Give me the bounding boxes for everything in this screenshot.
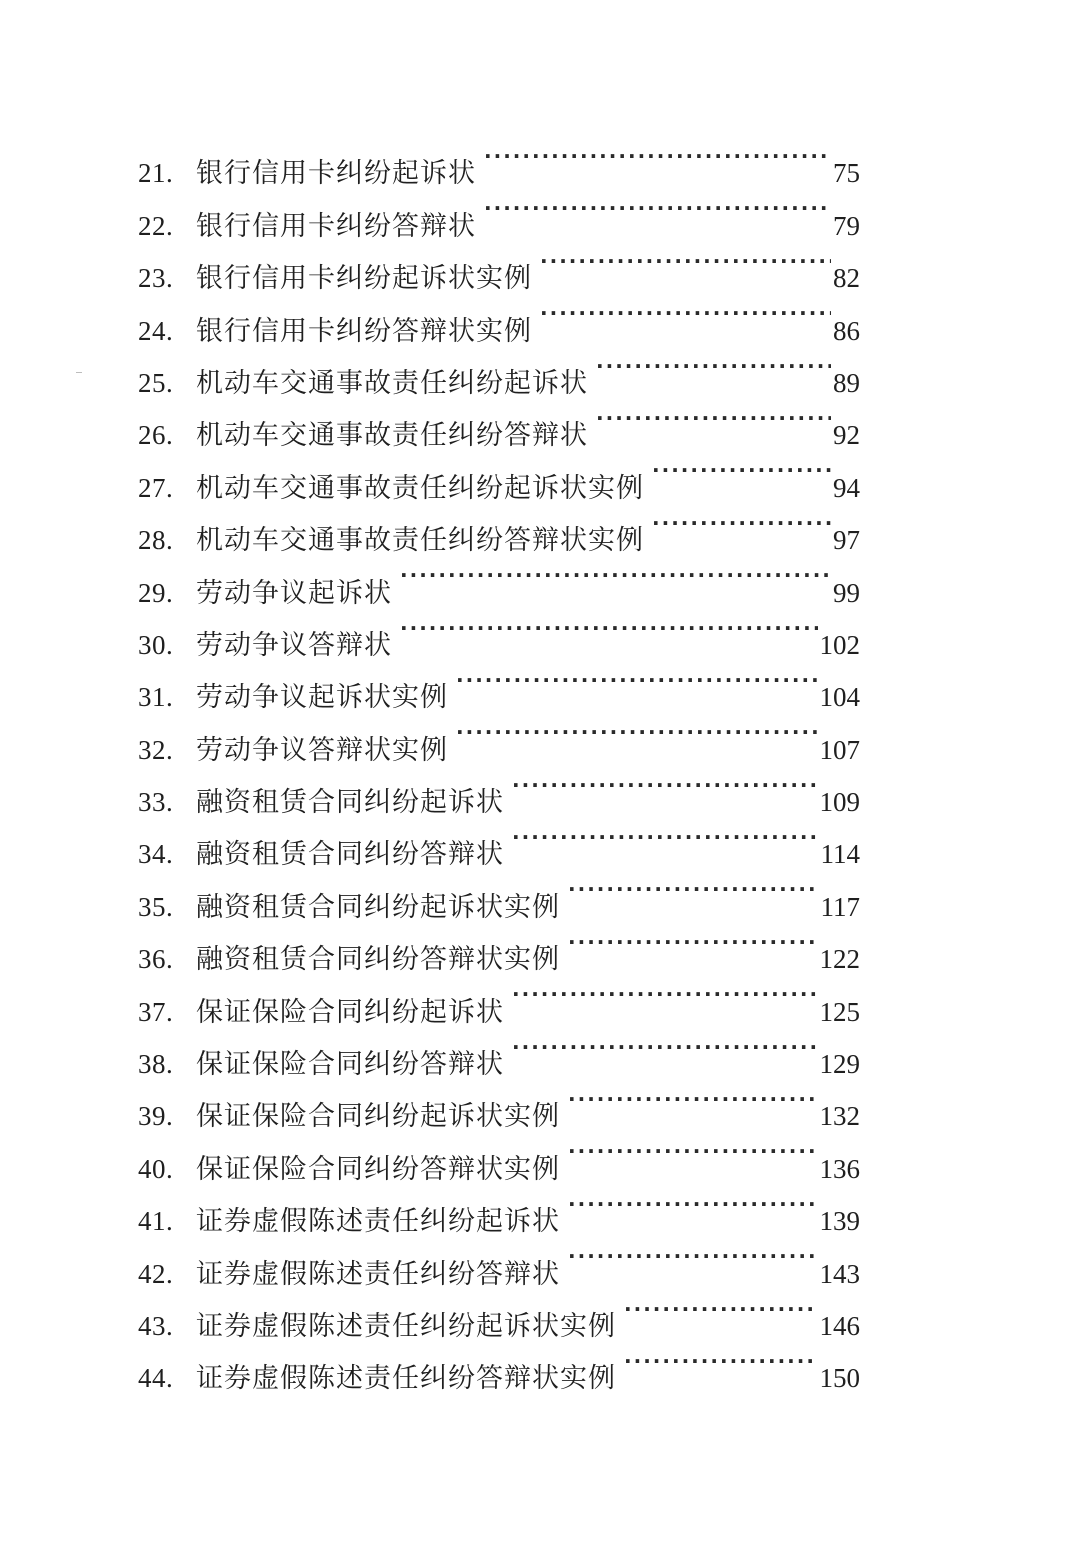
entry-title: 融资租赁合同纠纷起诉状 (196, 787, 504, 819)
entry-number: 42. (138, 1258, 174, 1289)
dot-leader (484, 182, 831, 234)
entry-number: 39. (138, 1101, 174, 1132)
entry-number: 30. (138, 629, 174, 660)
entry-number: 24. (138, 315, 174, 346)
entry-number: 36. (138, 944, 174, 975)
entry-title: 证券虚假陈述责任纠纷起诉状 (196, 1206, 560, 1238)
entry-title: 机动车交通事故责任纠纷起诉状实例 (196, 472, 644, 504)
dot-leader (652, 497, 831, 549)
entry-number: 44. (138, 1363, 174, 1394)
table-of-contents (138, 130, 860, 1395)
entry-title: 证券虚假陈述责任纠纷起诉状实例 (196, 1310, 616, 1342)
dot-leader (512, 811, 819, 863)
entry-page-number: 129 (819, 1049, 860, 1080)
entry-page-number: 150 (819, 1363, 860, 1394)
dot-leader (484, 130, 831, 182)
entry-title: 机动车交通事故责任纠纷答辩状 (196, 420, 588, 452)
entry-page-number: 125 (819, 996, 860, 1027)
entry-page-number: 82 (833, 263, 860, 294)
dot-leader (568, 1073, 818, 1125)
entry-page-number: 114 (820, 839, 860, 870)
toc-entry (138, 130, 860, 190)
entry-number: 40. (138, 1153, 174, 1184)
entry-number: 21. (138, 158, 174, 189)
entry-title: 银行信用卡纠纷答辩状 (196, 210, 476, 242)
entry-number: 41. (138, 1206, 174, 1237)
entry-title: 融资租赁合同纠纷起诉状实例 (196, 891, 560, 923)
entry-title: 融资租赁合同纠纷答辩状实例 (196, 944, 560, 976)
entry-number: 29. (138, 577, 174, 608)
entry-page-number: 89 (833, 367, 860, 398)
dot-leader (624, 1335, 818, 1387)
entry-title: 劳动争议起诉状 (196, 577, 392, 609)
dot-leader (456, 706, 818, 758)
entry-number: 35. (138, 891, 174, 922)
entry-page-number: 117 (820, 891, 860, 922)
entry-number: 22. (138, 210, 174, 241)
dot-leader (568, 863, 819, 915)
entry-title: 机动车交通事故责任纠纷起诉状 (196, 367, 588, 399)
entry-page-number: 143 (819, 1258, 860, 1289)
entry-number: 23. (138, 263, 174, 294)
entry-title: 劳动争议起诉状实例 (196, 682, 448, 714)
dot-leader (596, 340, 831, 392)
entry-title: 劳动争议答辩状 (196, 629, 392, 661)
entry-page-number: 132 (819, 1101, 860, 1132)
entry-number: 32. (138, 734, 174, 765)
dot-leader (596, 392, 831, 444)
entry-title: 证券虚假陈述责任纠纷答辩状实例 (196, 1363, 616, 1395)
entry-page-number: 122 (819, 944, 860, 975)
dot-leader (540, 287, 831, 339)
dot-leader (652, 444, 831, 496)
entry-page-number: 79 (833, 210, 860, 241)
entry-title: 机动车交通事故责任纠纷答辩状实例 (196, 525, 644, 557)
entry-number: 37. (138, 996, 174, 1027)
entry-number: 31. (138, 682, 174, 713)
dot-leader (400, 549, 831, 601)
entry-title: 银行信用卡纠纷起诉状 (196, 158, 476, 190)
dot-leader (512, 759, 818, 811)
entry-page-number: 97 (833, 525, 860, 556)
dot-leader (512, 1021, 818, 1073)
dot-leader (512, 968, 818, 1020)
entry-title: 保证保险合同纠纷起诉状实例 (196, 1101, 560, 1133)
margin-mark (76, 372, 82, 373)
entry-title: 融资租赁合同纠纷答辩状 (196, 839, 504, 871)
entry-title: 银行信用卡纠纷起诉状实例 (196, 263, 532, 295)
entry-page-number: 107 (819, 734, 860, 765)
entry-number: 25. (138, 367, 174, 398)
entry-page-number: 104 (819, 682, 860, 713)
dot-leader (568, 1178, 818, 1230)
entry-title: 保证保险合同纠纷起诉状 (196, 996, 504, 1028)
dot-leader (568, 1230, 818, 1282)
entry-number: 43. (138, 1310, 174, 1341)
dot-leader (456, 654, 818, 706)
entry-number: 27. (138, 472, 174, 503)
entry-title: 劳动争议答辩状实例 (196, 734, 448, 766)
dot-leader (624, 1283, 818, 1335)
entry-page-number: 94 (833, 472, 860, 503)
entry-page-number: 136 (819, 1153, 860, 1184)
entry-title: 银行信用卡纠纷答辩状实例 (196, 315, 532, 347)
entry-title: 保证保险合同纠纷答辩状实例 (196, 1153, 560, 1185)
entry-number: 28. (138, 525, 174, 556)
entry-page-number: 92 (833, 420, 860, 451)
entry-number: 26. (138, 420, 174, 451)
entry-page-number: 102 (819, 629, 860, 660)
entry-number: 38. (138, 1049, 174, 1080)
dot-leader (400, 602, 818, 654)
entry-page-number: 75 (833, 158, 860, 189)
entry-number: 33. (138, 787, 174, 818)
entry-page-number: 146 (819, 1310, 860, 1341)
entry-page-number: 86 (833, 315, 860, 346)
entry-title: 证券虚假陈述责任纠纷答辩状 (196, 1258, 560, 1290)
dot-leader (540, 235, 831, 287)
entry-page-number: 139 (819, 1206, 860, 1237)
entry-number: 34. (138, 839, 174, 870)
dot-leader (568, 916, 818, 968)
entry-title: 保证保险合同纠纷答辩状 (196, 1049, 504, 1081)
dot-leader (568, 1125, 818, 1177)
entry-page-number: 109 (819, 787, 860, 818)
entry-page-number: 99 (833, 577, 860, 608)
